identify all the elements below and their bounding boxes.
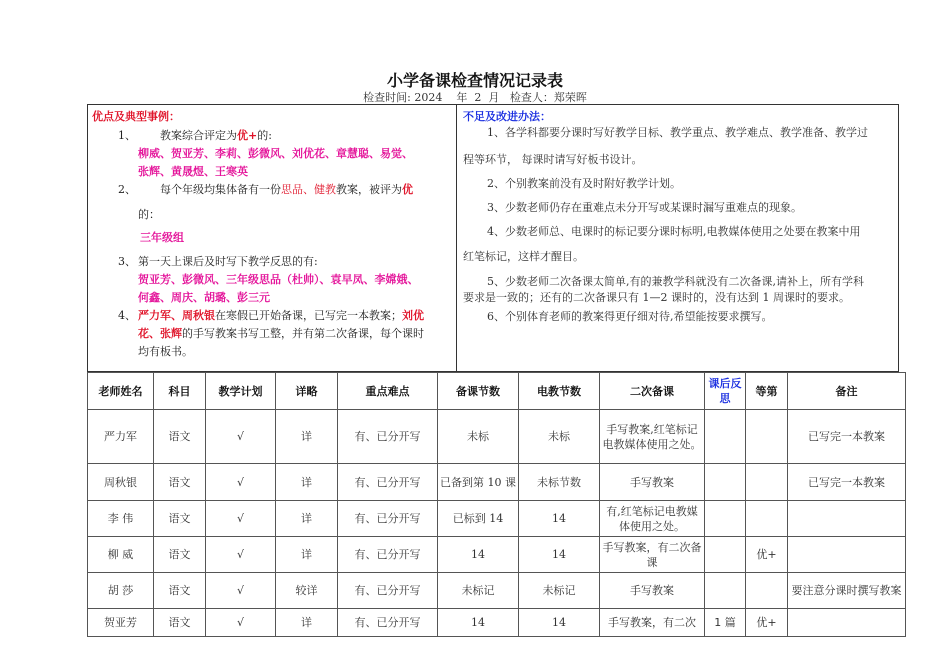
item1-names-line1: 柳威、贺亚芳、李莉、彭微风、刘优花、章慧聪、易觉、 [138,147,413,160]
cell-notes: 已写完一本教案 [788,410,906,464]
cell-prep-hours: 已备到第 10 课 [438,464,519,501]
cell-grade [746,501,788,537]
item2-text-b: 教案，被评为 [336,183,402,196]
cell-detail: 详 [276,464,338,501]
cell-grade [746,464,788,501]
item4-number: 4、 [118,309,136,322]
improvement-line: 红笔标记，这样才醒目。 [463,250,584,263]
item4-line1 [138,307,424,323]
cell-keypoints: 有、已分开写 [338,609,438,637]
cell-teacher: 周秋银 [88,464,154,501]
item4-text-b: 的手写教案书写工整，并有第二次备课，每个课时 [182,327,424,340]
table-header-row [88,373,906,410]
col-prep-hours: 备课节数 [438,373,519,410]
improvement-line: 6、个别体育老师的教案得更仔细对待,希望能按要求撰写。 [487,310,773,323]
improvement-line: 5、少数老师二次备课太简单,有的兼教学科就没有二次备课,请补上，所有学科 [487,275,864,288]
cell-ee-hours: 未标节数 [519,464,600,501]
cell-reflection [705,537,746,573]
cell-plan: √ [206,537,276,573]
item2-subject2: 健教 [314,183,336,196]
table-row [88,609,906,637]
cell-plan: √ [206,501,276,537]
inspection-info: 检查时间: 2024 年 2 月 检查人：郑荣晖 [363,91,587,104]
cell-keypoints: 有、已分开写 [338,573,438,609]
cell-detail: 详 [276,410,338,464]
table-row [88,410,906,464]
cell-plan: √ [206,464,276,501]
item2-number: 2、 [118,183,136,196]
col-grade: 等第 [746,373,788,410]
inspection-table [87,372,906,637]
table-row [88,573,906,609]
cell-detail: 详 [276,501,338,537]
item1-text-a: 教案综合评定为 [160,129,237,142]
cell-keypoints: 有、已分开写 [338,410,438,464]
improvement-line: 要求是一致的；还有的二次备课只有 1—2 课时的，没有达到 1 周课时的要求。 [463,291,850,304]
table-row [88,537,906,573]
item1-names-line2: 张辉、黄晟煜、王寒英 [138,165,248,178]
item1-text [160,127,272,143]
item2-group: 三年级组 [140,231,184,244]
cell-second-prep: 手写教案,红笔标记电教媒体使用之处。 [600,410,705,464]
item2-grade: 优 [402,183,413,196]
cell-reflection [705,410,746,464]
cell-subject: 语文 [154,609,206,637]
cell-teacher: 李 伟 [88,501,154,537]
cell-notes [788,501,906,537]
col-ee-hours: 电教节数 [519,373,600,410]
cell-plan: √ [206,410,276,464]
item1-text-b: 的: [257,129,272,142]
item4-line2 [138,325,424,341]
cell-subject: 语文 [154,501,206,537]
col-second-prep: 二次备课 [600,373,705,410]
cell-second-prep: 手写教案 [600,464,705,501]
cell-teacher: 柳 威 [88,537,154,573]
cell-ee-hours: 14 [519,537,600,573]
col-plan: 教学计划 [206,373,276,410]
cell-plan: √ [206,573,276,609]
cell-reflection: 1 篇 [705,609,746,637]
cell-grade [746,410,788,464]
cell-notes [788,609,906,637]
cell-grade [746,573,788,609]
cell-reflection [705,464,746,501]
cell-prep-hours: 14 [438,609,519,637]
cell-detail: 详 [276,609,338,637]
strengths-section [88,105,456,371]
cell-subject: 语文 [154,537,206,573]
cell-detail: 较详 [276,573,338,609]
cell-notes: 要注意分课时撰写教案 [788,573,906,609]
cell-grade: 优+ [746,537,788,573]
improvement-line: 程等环节， 每课时请写好板书设计。 [463,153,643,166]
item3-number: 3、 [118,255,136,268]
summary-box [87,104,899,372]
item4-names-c: 花、张辉 [138,327,182,340]
cell-second-prep: 有,红笔标记电教媒体使用之处。 [600,501,705,537]
table-row [88,464,906,501]
item3-names-line1: 贺亚芳、彭微风、三年级思品（杜帅）、袁早凤、李嫦娥、 [138,273,419,286]
cell-subject: 语文 [154,410,206,464]
cell-teacher: 贺亚芳 [88,609,154,637]
cell-reflection [705,501,746,537]
improvement-line: 1、各学科都要分课时写好教学目标、教学重点、教学难点、教学准备、教学过 [487,126,868,139]
cell-detail: 详 [276,537,338,573]
table-row [88,501,906,537]
improvements-header: 不足及改进办法： [463,110,551,123]
item1-number: 1、 [118,129,136,142]
col-reflection: 课后反思 [705,373,746,410]
col-detail: 详略 [276,373,338,410]
item2-text-a: 每个年级均集体备有一份 [160,183,281,196]
cell-prep-hours: 未标 [438,410,519,464]
item2-sep: 、 [303,183,314,196]
cell-grade: 优+ [746,609,788,637]
cell-ee-hours: 未标 [519,410,600,464]
cell-subject: 语文 [154,573,206,609]
col-subject: 科目 [154,373,206,410]
cell-ee-hours: 未标记 [519,573,600,609]
cell-subject: 语文 [154,464,206,501]
item1-grade: 优+ [237,129,258,142]
cell-second-prep: 手写教案，有二次 [600,609,705,637]
cell-ee-hours: 14 [519,609,600,637]
col-notes: 备注 [788,373,906,410]
item2-text-c: 的： [138,208,160,221]
cell-keypoints: 有、已分开写 [338,501,438,537]
cell-keypoints: 有、已分开写 [338,537,438,573]
cell-ee-hours: 14 [519,501,600,537]
cell-second-prep: 手写教案，有二次备课 [600,537,705,573]
cell-notes: 已写完一本教案 [788,464,906,501]
improvements-section [457,105,898,371]
improvement-line: 2、个别教案前没有及时附好教学计划。 [487,177,681,190]
cell-second-prep: 手写教案 [600,573,705,609]
improvement-line: 4、少数老师总、电课时的标记要分课时标明,电教媒体使用之处要在教案中用 [487,225,861,238]
improvement-line: 3、少数老师仍存在重难点未分开写或某课时漏写重难点的现象。 [487,201,802,214]
cell-reflection [705,573,746,609]
item2-text [160,181,413,197]
item2-subject1: 思品 [281,183,303,196]
page-title: 小学备课检查情况记录表 [386,71,563,90]
cell-prep-hours: 14 [438,537,519,573]
item4-line3: 均有板书。 [138,345,193,358]
col-teacher: 老师姓名 [88,373,154,410]
col-keypoints: 重点难点 [338,373,438,410]
item4-text-a: 在寒假已开始备课，已写完一本教案； [215,309,402,322]
strengths-header: 优点及典型事例： [92,110,180,123]
item3-text: 第一天上课后及时写下教学反思的有: [138,255,318,268]
cell-plan: √ [206,609,276,637]
item4-names-a: 严力军、周秋银 [138,309,215,322]
cell-prep-hours: 未标记 [438,573,519,609]
cell-teacher: 胡 莎 [88,573,154,609]
cell-keypoints: 有、已分开写 [338,464,438,501]
item3-names-line2: 何鑫、周庆、胡璐、彭三元 [138,291,270,304]
cell-prep-hours: 已标到 14 [438,501,519,537]
cell-notes [788,537,906,573]
cell-teacher: 严力军 [88,410,154,464]
item4-names-b: 刘优 [402,309,424,322]
